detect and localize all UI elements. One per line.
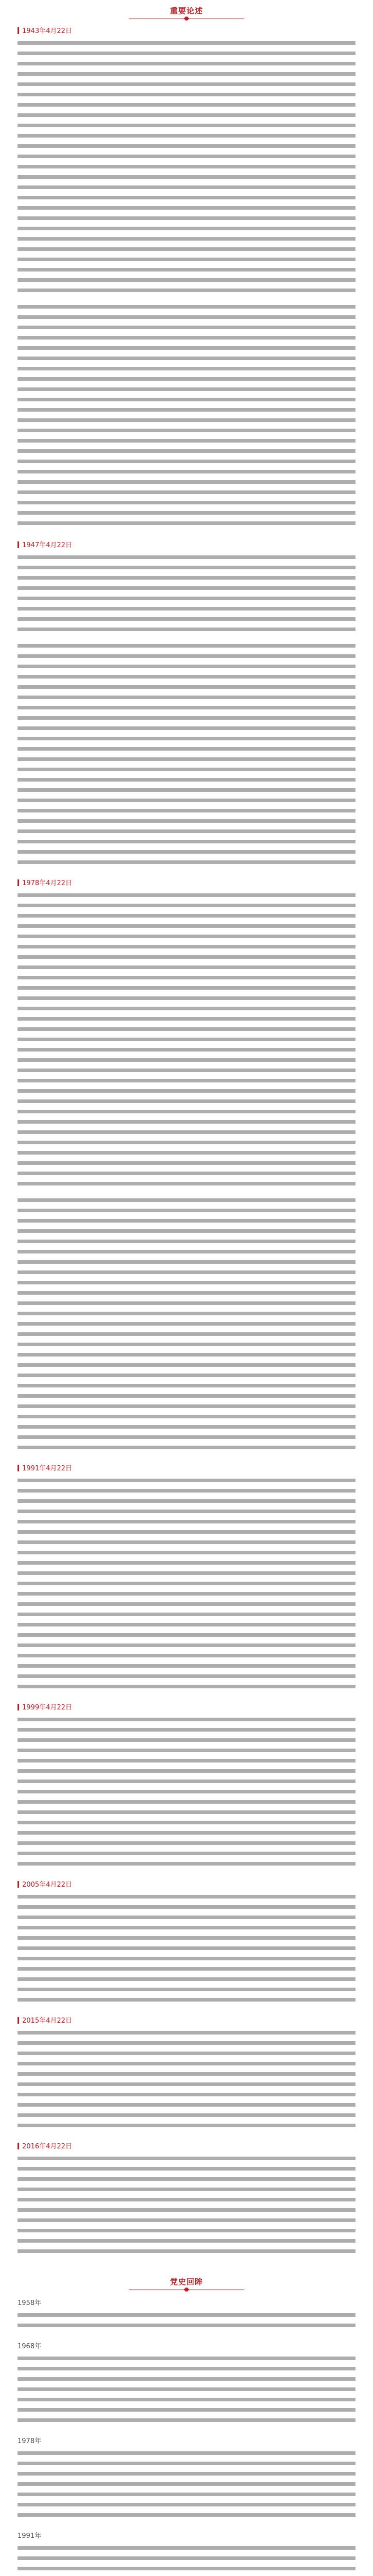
discourse-text: [18, 2031, 355, 2134]
section-title: 重要论述: [169, 6, 203, 15]
review-text: [18, 2313, 355, 2334]
date-tag: [18, 541, 72, 550]
section-header-party-history-review: [0, 2273, 373, 2294]
date-marker: [18, 1881, 19, 1888]
date-tag: [18, 879, 72, 888]
date-marker: [18, 879, 19, 886]
date-marker: [18, 2143, 19, 2149]
discourse-text: [18, 555, 355, 871]
date-label: 1978年4月22日: [22, 879, 72, 887]
date-label: 2015年4月22日: [22, 2017, 72, 2025]
discourse-text: [18, 2157, 355, 2260]
year-tag: 1978年: [18, 2437, 42, 2445]
review-text: [18, 2357, 355, 2429]
date-tag: [18, 1880, 72, 1890]
year-tag: 1991年: [18, 2532, 42, 2540]
date-label: 1947年4月22日: [22, 541, 72, 549]
date-label: 1943年4月22日: [22, 27, 72, 35]
section-title: 党史回眸: [169, 2277, 203, 2286]
date-tag: [18, 2142, 72, 2151]
date-label: 2005年4月22日: [22, 1881, 72, 1889]
date-tag: [18, 2016, 72, 2026]
date-label: 1999年4月22日: [22, 1704, 72, 1711]
date-tag: [18, 1703, 72, 1713]
date-marker: [18, 1704, 19, 1710]
date-marker: [18, 541, 19, 548]
review-text: [18, 2546, 355, 2576]
discourse-text: [18, 1718, 355, 1872]
date-tag: [18, 27, 72, 36]
date-label: 1991年4月22日: [22, 1465, 72, 1472]
date-marker: [18, 27, 19, 34]
year-tag: 1958年: [18, 2299, 42, 2307]
discourse-text: [18, 1479, 355, 1695]
discourse-text: [18, 41, 355, 532]
section-header-important-discourses: [0, 2, 373, 23]
date-marker: [18, 2017, 19, 2024]
date-tag: [18, 1464, 72, 1473]
year-tag: 1968年: [18, 2343, 42, 2350]
date-marker: [18, 1465, 19, 1471]
discourse-text: [18, 1895, 355, 2008]
discourse-text: [18, 893, 355, 1456]
review-text: [18, 2451, 355, 2523]
date-label: 2016年4月22日: [22, 2143, 72, 2150]
